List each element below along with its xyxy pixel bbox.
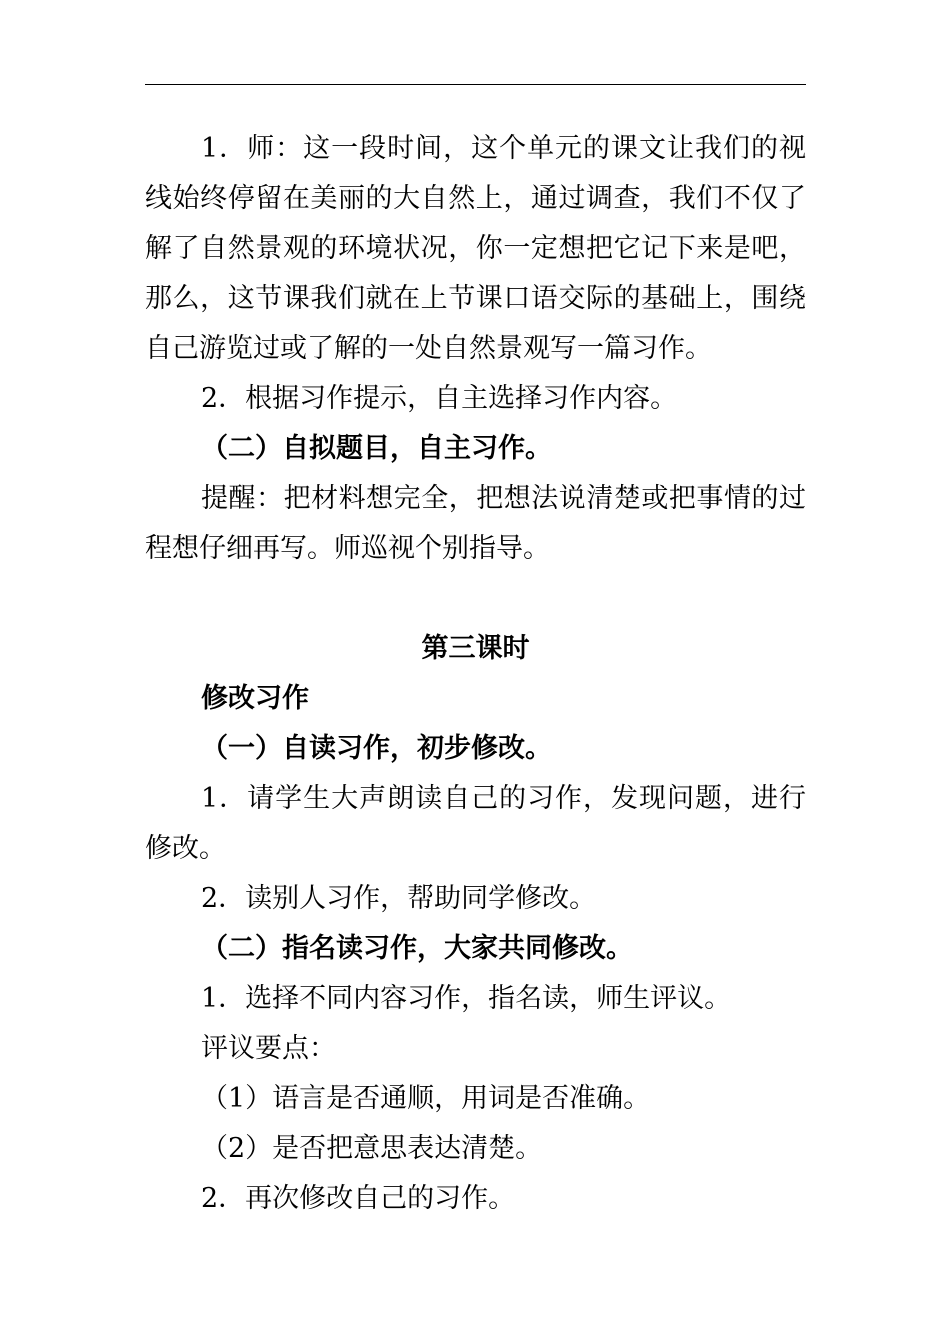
lesson-title: 第三课时 xyxy=(421,633,530,664)
paragraph-point-1: （1）语言是否通顺，用词是否准确。 xyxy=(201,1083,651,1114)
section-heading-group-revise: （二）指名读习作，大家共同修改。 xyxy=(201,933,633,964)
section-heading-self-writing: （二）自拟题目，自主习作。 xyxy=(201,433,552,464)
paragraph-point-2: （2）是否把意思表达清楚。 xyxy=(201,1133,543,1164)
paragraph-peer-revise: 2．读别人习作，帮助同学修改。 xyxy=(201,883,597,914)
paragraph-revise-again: 2．再次修改自己的习作。 xyxy=(201,1183,516,1214)
paragraph-key-points: 评议要点： xyxy=(201,1033,336,1064)
paragraph-read-aloud: 1．请学生大声朗读自己的习作，发现问题，进行修改。 xyxy=(145,783,806,864)
header-rule xyxy=(145,84,806,85)
lesson-subtitle: 修改习作 xyxy=(201,683,309,714)
section-heading-self-read: （一）自读习作，初步修改。 xyxy=(201,733,552,764)
paragraph-teacher-intro: 1．师：这一段时间，这个单元的课文让我们的视线始终停留在美丽的大自然上，通过调查，我们不仅了解了自然景观的环境状况，你一定想把它记下来是吧，那么，这节课我们就在上节课口语交际的基础上，围绕自己游览过或了解的一处自然景观写一篇习作。 xyxy=(145,133,806,364)
document-body xyxy=(145,124,806,1224)
paragraph-choose-content: 2．根据习作提示，自主选择习作内容。 xyxy=(201,383,678,414)
section-gap xyxy=(145,574,806,624)
paragraph-select-read: 1．选择不同内容习作，指名读，师生评议。 xyxy=(201,983,732,1014)
paragraph-reminder: 提醒：把材料想完全，把想法说清楚或把事情的过程想仔细再写。师巡视个别指导。 xyxy=(145,483,806,564)
